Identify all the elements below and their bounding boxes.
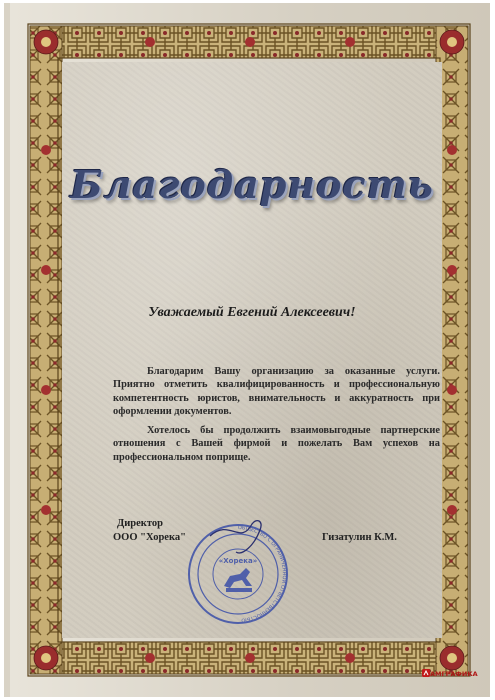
greeting: Уважаемый Евгений Алексеевич! [148,305,356,320]
signatory-name: Гизатулин К.М. [322,532,397,543]
body-paragraph-1: Благодарим Вашу организацию за оказанные услуги. Приятно отметить квалифицированность и профессиональную компетентность юристов, внимательность и аккуратность при оформлении документов. [113,366,440,418]
body-paragraph-2: Хотелось бы продолжить взаимовыгодные партнерские отношения с Вашей фирмой и пожелать Вам успехов на профессиональном поприще. [113,425,440,463]
amgrafika-logo [422,669,430,677]
stamp-ring-text: ОБЩЕСТВО С ОГРАНИЧЕННОЙ ОТВЕТСТВЕННОСТЬЮ [237,524,287,623]
document-title: Благодарность [70,162,434,207]
signatory-organization: ООО "Хорека" [113,532,186,543]
footer-logo-text: АМГРАФИКА [430,670,478,678]
company-stamp [180,516,300,626]
stamp-center-text: «Хорека» [218,557,258,565]
signatory-position: Директор [117,518,163,529]
